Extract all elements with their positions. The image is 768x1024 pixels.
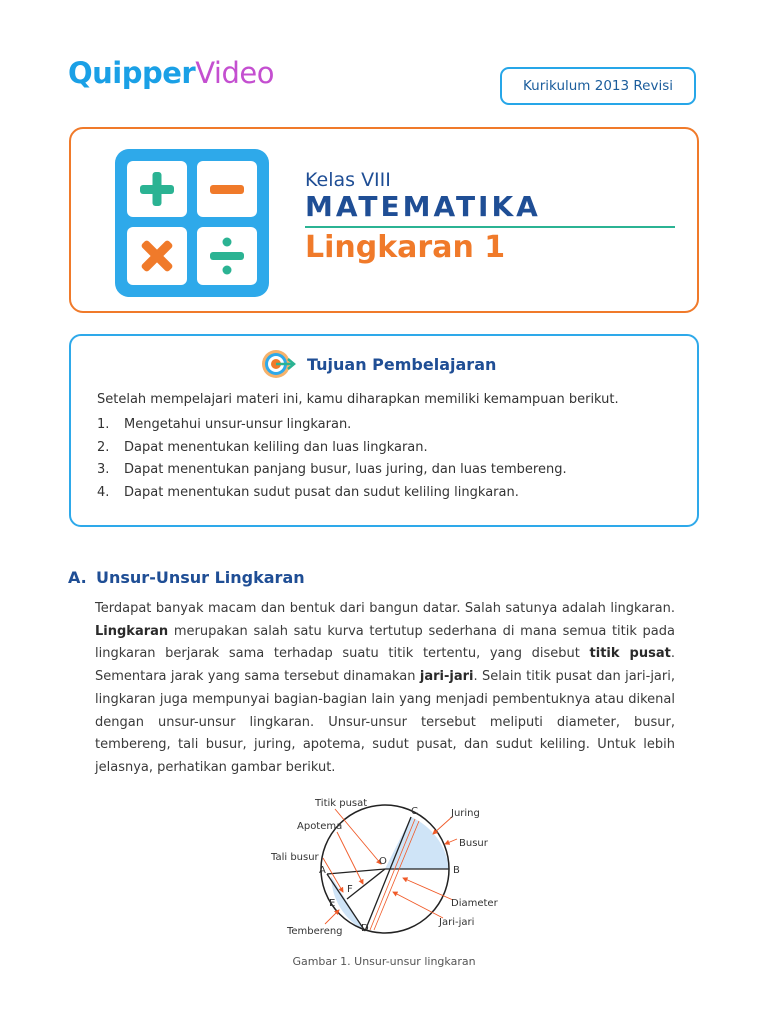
figure-caption: Gambar 1. Unsur-unsur lingkaran — [292, 955, 476, 968]
class-level: Kelas VIII — [305, 169, 391, 191]
title-divider — [305, 226, 675, 228]
logo-quipper-text: Quipper — [68, 56, 196, 90]
curriculum-label: Kurikulum 2013 Revisi — [523, 78, 673, 94]
topic-title: Lingkaran 1 — [305, 230, 506, 265]
term-lingkaran: Lingkaran — [95, 623, 169, 639]
section-letter: A. — [68, 568, 87, 587]
objectives-list — [97, 417, 567, 508]
subject-title: MATEMATIKA — [305, 190, 541, 223]
point-o: O — [379, 856, 387, 867]
point-d: D — [361, 923, 369, 934]
point-b: B — [453, 865, 460, 876]
label-apotema: Apotema — [297, 821, 343, 832]
body-paragraph: Terdapat banyak macam dan bentuk dari bangun datar. Salah satunya adalah lingkaran. Lingkaran merupakan salah satu kurva tertutup sederhana di mana semua titik pada lingkaran berjarak sama terhadap suatu titik tertentu, yang disebut titik pusat. Sementara jarak yang sama tersebut dinamakan jari-jari. Selain titik pusat dan jari-jari, lingkaran juga mempunyai bagian-bagian lain yang menjadi pembentuknya atau dikenal dengan unsur-unsur lingkaran. Unsur-unsur tersebut meliputi diameter, busur, tembereng, tali busur, juring, apotema, sudut pusat, dan sudut keliling. Untuk lebih jelasnya, perhatikan gambar berikut. — [95, 601, 675, 775]
label-jari-jari: Jari-jari — [439, 917, 475, 928]
term-titik-pusat: titik pusat — [589, 646, 671, 662]
label-juring: Juring — [451, 808, 480, 819]
learning-objectives-box — [69, 334, 699, 527]
objectives-title: Tujuan Pembelajaran — [307, 354, 497, 374]
calculator-icon — [115, 149, 269, 297]
label-busur: Busur — [459, 838, 488, 849]
logo-video-text: Video — [195, 56, 274, 90]
section-heading — [68, 568, 305, 587]
list-item: 2. Dapat menentukan keliling dan luas lingkaran. — [97, 439, 428, 455]
label-tembereng: Tembereng — [287, 926, 343, 937]
curriculum-badge — [500, 67, 696, 105]
quipper-video-logo — [68, 56, 274, 90]
point-e: E — [329, 898, 336, 909]
label-diameter: Diameter — [451, 898, 498, 909]
list-item: 4. Dapat menentukan sudut pusat dan sudut keliling lingkaran. — [97, 485, 519, 501]
point-a: A — [319, 865, 326, 876]
list-item: 1. Mengetahui unsur-unsur lingkaran. — [97, 417, 352, 432]
label-tali-busur: Tali busur — [271, 852, 319, 863]
target-icon — [261, 348, 297, 380]
circle-elements-diagram — [263, 794, 507, 944]
term-jari-jari: jari-jari — [419, 669, 474, 685]
objectives-intro: Setelah mempelajari materi ini, kamu diharapkan memiliki kemampuan berikut. — [97, 392, 619, 407]
point-c: C — [411, 806, 418, 817]
section-title: Unsur-Unsur Lingkaran — [96, 568, 305, 587]
label-titik-pusat: Titik pusat — [315, 798, 368, 809]
point-f: F — [347, 884, 353, 895]
list-item: 3. Dapat menentukan panjang busur, luas juring, dan luas tembereng. — [97, 462, 567, 478]
objectives-header — [261, 348, 496, 380]
title-card — [69, 127, 699, 313]
